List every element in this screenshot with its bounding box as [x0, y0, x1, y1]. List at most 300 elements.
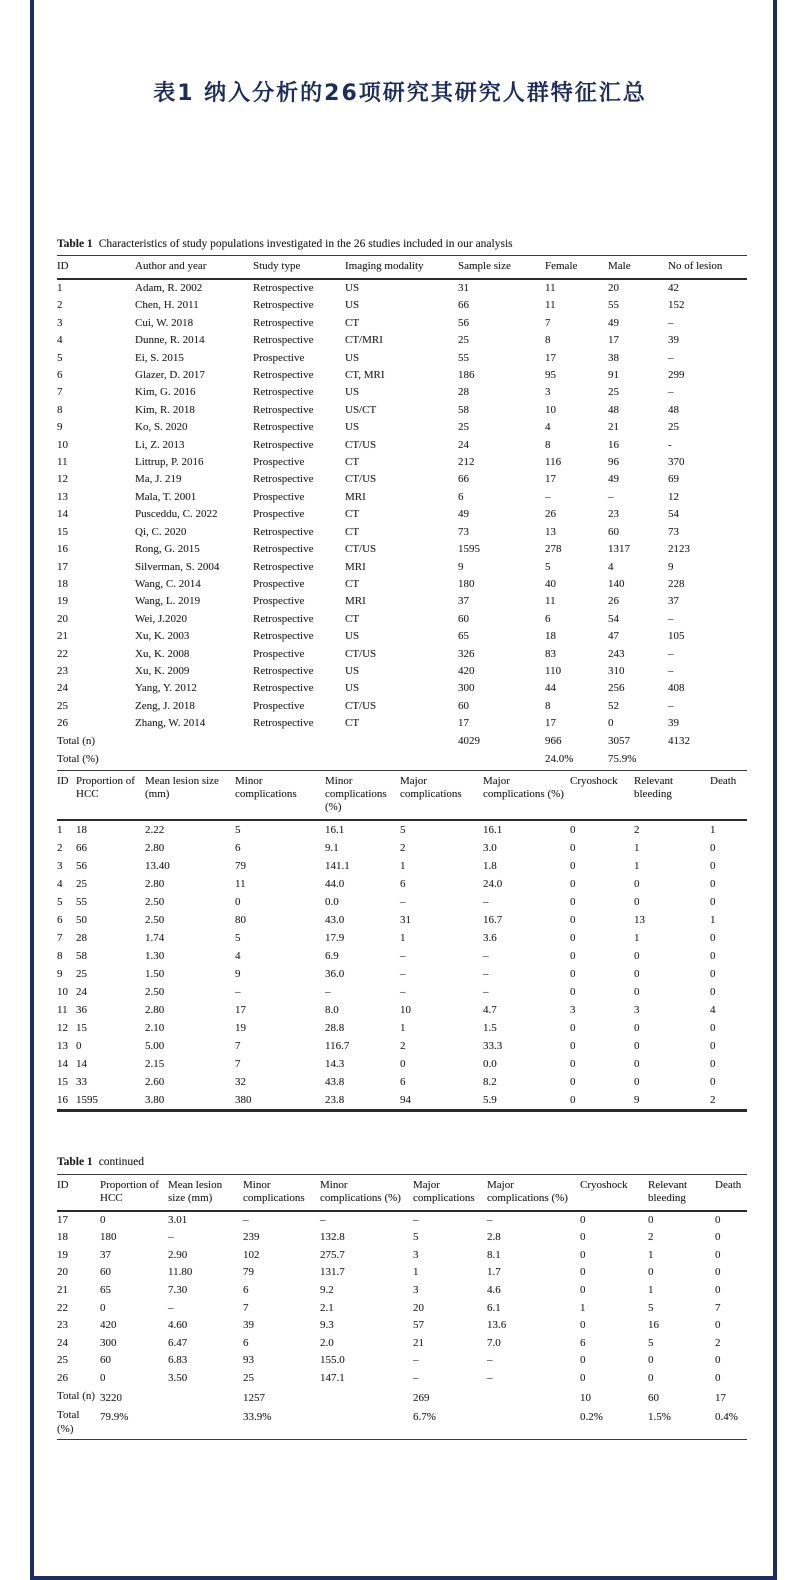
table-cell: US [345, 299, 360, 312]
table-row [57, 715, 747, 732]
table-cell: 6.1 [487, 1301, 501, 1314]
table-cell: 5 [235, 931, 241, 944]
table-cell: 0 [634, 1039, 640, 1052]
table-cell: 12 [57, 473, 68, 486]
table-cell: Zhang, W. 2014 [135, 717, 206, 730]
table-row [57, 1300, 747, 1318]
table-cell: 9 [57, 421, 63, 434]
table-cell: CT [345, 456, 360, 469]
table-cell: 2.0 [320, 1336, 334, 1349]
table-row [57, 1037, 747, 1055]
table-cell: 0 [715, 1319, 721, 1332]
table-cell [320, 1388, 413, 1408]
table-cell: 79.9% [100, 1411, 129, 1424]
table-cell: 8 [545, 438, 551, 451]
column-header: No of lesion [668, 256, 747, 280]
table-cell: 33.3 [483, 1039, 503, 1052]
table-cell: MRI [345, 490, 366, 503]
table-cell: 5.00 [145, 1039, 165, 1052]
table-cell: 55 [76, 895, 87, 908]
table-row [57, 576, 747, 593]
table-cell: Prospective [253, 595, 305, 608]
table-cell: 0 [648, 1371, 654, 1384]
table-cell: 8.2 [483, 1075, 497, 1088]
table-cell: 1 [648, 1283, 654, 1296]
table-cell: CT [345, 577, 360, 590]
table-cell: 0 [710, 967, 716, 980]
table-cell: 2123 [668, 543, 690, 556]
table-cell: 25 [458, 421, 469, 434]
left-border-rule [30, 0, 34, 1580]
table-cell: 3 [634, 1003, 640, 1016]
table-cell: US [345, 682, 360, 695]
table-cell: 2.50 [145, 985, 165, 998]
table-row [57, 1229, 747, 1247]
table-cell: 0 [715, 1354, 721, 1367]
table-cell: 1 [710, 823, 716, 836]
table-cell: 13 [57, 1039, 68, 1052]
table-cell: 60 [100, 1354, 111, 1367]
table-cell [668, 751, 747, 770]
table-cell: 25 [668, 421, 679, 434]
complications-continued-table [57, 1174, 747, 1441]
table-cell: 11 [545, 282, 556, 294]
table-cell: 0 [580, 1248, 586, 1261]
table-cell: 1.5 [483, 1021, 497, 1034]
table-cell: Total (n) [57, 1389, 96, 1402]
column-header: Proportion of HCC [100, 1174, 168, 1211]
table-row [57, 1211, 747, 1230]
table-cell: 1 [57, 823, 63, 836]
table-cell: 5.9 [483, 1093, 497, 1106]
table-row [57, 454, 747, 471]
table-cell: 5 [57, 895, 63, 908]
table-row [57, 524, 747, 541]
table-row [57, 1282, 747, 1300]
table-cell: 0 [580, 1266, 586, 1279]
table-cell: 102 [243, 1248, 260, 1261]
table-cell: 16 [57, 543, 68, 556]
table-cell: 110 [545, 664, 562, 677]
table-cell: 4 [545, 421, 551, 434]
table-cell: – [168, 1231, 174, 1244]
table-cell: 1317 [608, 543, 630, 556]
table-cell: 52 [608, 699, 619, 712]
table-cell: Total (n) [57, 734, 96, 747]
table-cell: CT [345, 508, 360, 521]
table-cell: 8.1 [487, 1248, 501, 1261]
table-cell: CT/US [345, 543, 377, 556]
table-cell: 25 [76, 877, 87, 890]
table-row [57, 1317, 747, 1335]
table-cell: Rong, G. 2015 [135, 543, 200, 556]
table-cell: 31 [458, 282, 469, 294]
table-cell: 0.4% [715, 1411, 738, 1424]
table-row [57, 1370, 747, 1388]
table-row [57, 1019, 747, 1037]
table-cell: 5 [235, 823, 241, 836]
table-cell [168, 1388, 243, 1408]
column-header: Death [715, 1174, 747, 1211]
table-cell: 0 [76, 1039, 82, 1052]
table-cell: 2.80 [145, 841, 165, 854]
table-cell: 299 [668, 369, 685, 382]
table-cell: – [243, 1213, 249, 1226]
table-row [57, 506, 747, 523]
table-cell: 15 [76, 1021, 87, 1034]
table-cell: 0 [710, 931, 716, 944]
table-cell: 7 [235, 1039, 241, 1052]
table-cell: MRI [345, 560, 366, 573]
table-cell: – [483, 895, 489, 908]
table-cell: 0 [648, 1213, 654, 1226]
table-cell: Wei, J.2020 [135, 612, 187, 625]
table-row [57, 1352, 747, 1370]
table-cell: 2 [710, 1093, 716, 1106]
table-cell: Pusceddu, C. 2022 [135, 508, 218, 521]
table-cell: 8 [57, 949, 63, 962]
table-cell: 19 [235, 1021, 246, 1034]
table-cell: 38 [608, 351, 619, 364]
table-cell: 16 [57, 1093, 68, 1106]
table-cell: 47 [608, 630, 619, 643]
table-cell: 91 [608, 369, 619, 382]
table-cell: 1 [413, 1266, 419, 1279]
table-cell: 48 [608, 403, 619, 416]
table-cell: 1 [648, 1248, 654, 1261]
table-cell: 4132 [668, 734, 690, 747]
table-cell: 49 [608, 473, 619, 486]
table-cell: 25 [458, 334, 469, 347]
table-cell: 0 [634, 1021, 640, 1034]
table-cell: 3.01 [168, 1213, 188, 1226]
table-cell: 1 [634, 859, 640, 872]
column-header: Male [608, 256, 668, 280]
table-cell: US [345, 386, 360, 399]
table-cell: Retrospective [253, 334, 314, 347]
column-header: Major complications (%) [487, 1174, 580, 1211]
table-cell: 49 [458, 508, 469, 521]
table-cell: Ei, S. 2015 [135, 351, 184, 364]
table-cell: 11 [57, 1003, 68, 1016]
table-cell: 1 [710, 913, 716, 926]
table-cell: 5 [545, 560, 551, 573]
table-cell: 17 [235, 1003, 246, 1016]
table-cell: 7 [235, 1057, 241, 1070]
table-cell: 0 [580, 1319, 586, 1332]
table-cell: 380 [235, 1093, 252, 1106]
table-cell: 0 [715, 1213, 721, 1226]
table-cell: 15 [57, 525, 68, 538]
table-cell: 2.80 [145, 1003, 165, 1016]
table-row [57, 279, 747, 297]
table-cell: 243 [608, 647, 625, 660]
table-cell: 40 [545, 577, 556, 590]
table-cell: 0 [634, 967, 640, 980]
table-cell: 0 [710, 1057, 716, 1070]
table-cell: 0 [100, 1301, 106, 1314]
table-cell: Retrospective [253, 473, 314, 486]
table-cell: 36.0 [325, 967, 345, 980]
table-cell: – [320, 1213, 326, 1226]
table-cell: 7 [243, 1301, 249, 1314]
table-cell: 2 [57, 299, 63, 312]
table-cell: 0.0 [325, 895, 339, 908]
table-cell: 18 [76, 823, 87, 836]
table-row [57, 839, 747, 857]
column-header: Female [545, 256, 608, 280]
table-cell: 37 [100, 1248, 111, 1261]
table-cell: Kim, G. 2016 [135, 386, 196, 399]
table-cell: 2.22 [145, 823, 165, 836]
table-cell: 13.6 [487, 1319, 507, 1332]
total-row [57, 751, 747, 770]
column-header: Cryoshock [570, 770, 634, 820]
table-cell: 0 [580, 1213, 586, 1226]
table-cell: 275.7 [320, 1248, 345, 1261]
table-cell [253, 751, 345, 770]
table-cell: 116 [545, 456, 562, 469]
table-cell: 0 [570, 1093, 576, 1106]
table-cell: 25 [76, 967, 87, 980]
table-cell: CT/MRI [345, 334, 383, 347]
table-cell: 17 [715, 1391, 726, 1404]
table-cell: 0 [634, 1075, 640, 1088]
table-row [57, 911, 747, 929]
complications-table [57, 770, 747, 1112]
table-cell: 73 [458, 525, 469, 538]
total-row [57, 733, 747, 752]
table-cell: Xu, K. 2003 [135, 630, 190, 643]
table-cell: 1 [580, 1301, 586, 1314]
table-row [57, 297, 747, 314]
table-cell: – [668, 351, 674, 364]
table-cell: 44.0 [325, 877, 345, 890]
table-row [57, 983, 747, 1001]
table-cell: 17 [57, 1213, 68, 1226]
table-row [57, 929, 747, 947]
table-cell: – [483, 985, 489, 998]
table-cell: 55 [458, 351, 469, 364]
table-cell: 10 [545, 403, 556, 416]
table-cell: Wang, L. 2019 [135, 595, 201, 608]
table-cell: Retrospective [253, 664, 314, 677]
table-row [57, 663, 747, 680]
table-cell: 39 [668, 334, 679, 347]
table-cell: 0 [715, 1371, 721, 1384]
table-cell: 65 [100, 1283, 111, 1296]
table-cell: 5 [648, 1336, 654, 1349]
table-cell: 0 [648, 1354, 654, 1367]
table-cell: 9.3 [320, 1319, 334, 1332]
table-cell: 5 [400, 823, 406, 836]
table-cell: 21 [57, 1283, 68, 1296]
table-cell: 0 [634, 985, 640, 998]
table-cell: 269 [413, 1391, 430, 1404]
table-cell: 1 [57, 282, 63, 294]
table-cell: 57 [413, 1319, 424, 1332]
table-cell: 1.5% [648, 1411, 671, 1424]
column-header: ID [57, 770, 76, 820]
table-cell: CT, MRI [345, 369, 385, 382]
table-cell: US [345, 421, 360, 434]
table-cell: 3.50 [168, 1371, 188, 1384]
table-cell: MRI [345, 595, 366, 608]
table-row [57, 1073, 747, 1091]
table-row [57, 1264, 747, 1282]
table1-continued-caption-label: Table 1 [57, 1155, 93, 1168]
table-row [57, 402, 747, 419]
table-cell: 0 [570, 949, 576, 962]
table-cell: 26 [545, 508, 556, 521]
table-cell: 54 [608, 612, 619, 625]
table-cell: 6.9 [325, 949, 339, 962]
table-cell: – [608, 490, 614, 503]
table-cell: 75.9% [608, 753, 637, 766]
table-cell: 26 [608, 595, 619, 608]
table-cell: 0 [570, 967, 576, 980]
table-cell: 105 [668, 630, 685, 643]
table-cell: – [483, 949, 489, 962]
table-cell: Zeng, J. 2018 [135, 699, 195, 712]
table-cell: 310 [608, 664, 625, 677]
table1-caption-label: Table 1 [57, 238, 93, 250]
table-cell: 1.74 [145, 931, 165, 944]
table-cell: Prospective [253, 490, 305, 503]
table-cell: 69 [668, 473, 679, 486]
table-cell: 60 [648, 1391, 659, 1404]
table-cell: Littrup, P. 2016 [135, 456, 204, 469]
column-header: Minor complications (%) [325, 770, 400, 820]
table-cell: 4 [710, 1003, 716, 1016]
table-cell: 6 [243, 1336, 249, 1349]
table-cell: 2 [715, 1336, 721, 1349]
table-cell: 0 [710, 949, 716, 962]
table-cell: CT/US [345, 647, 377, 660]
table-cell: 16.7 [483, 913, 503, 926]
table-cell: 18 [57, 577, 68, 590]
table-row [57, 611, 747, 628]
table-cell: 37 [668, 595, 679, 608]
table-cell: 0 [634, 949, 640, 962]
table-cell: 0 [715, 1266, 721, 1279]
table-cell: 16.1 [483, 823, 503, 836]
table-cell: Ma, J. 219 [135, 473, 182, 486]
table-cell [135, 751, 253, 770]
column-header: Imaging modality [345, 256, 458, 280]
column-header: Author and year [135, 256, 253, 280]
table-cell: 60 [458, 612, 469, 625]
table-cell: 28.8 [325, 1021, 345, 1034]
table-cell: 31 [400, 913, 411, 926]
table-cell: 155.0 [320, 1354, 345, 1367]
table-cell: 2.8 [487, 1231, 501, 1244]
table-cell: 3 [570, 1003, 576, 1016]
table-cell: 21 [413, 1336, 424, 1349]
table-cell: 9.2 [320, 1283, 334, 1296]
table-cell: 36 [76, 1003, 87, 1016]
table-cell: 19 [57, 595, 68, 608]
table-cell: 56 [76, 859, 87, 872]
table-cell: 20 [57, 1266, 68, 1279]
table-cell: 6 [57, 369, 63, 382]
table-cell: Total (%) [57, 753, 99, 766]
table-cell: 60 [458, 699, 469, 712]
table-row [57, 628, 747, 645]
table-cell: 19 [57, 1248, 68, 1261]
table-cell: 370 [668, 456, 685, 469]
page-title: 表1 纳入分析的26项研究其研究人群特征汇总 [153, 81, 647, 106]
table-cell: CT/US [345, 438, 377, 451]
table-cell [458, 751, 545, 770]
table-cell: 13 [634, 913, 645, 926]
table-cell: 79 [235, 859, 246, 872]
table-cell: 10 [400, 1003, 411, 1016]
header-row [57, 1174, 747, 1211]
table-cell: 12 [57, 1021, 68, 1034]
table-cell: – [487, 1371, 493, 1384]
table-cell: 180 [458, 577, 475, 590]
table-cell: 28 [76, 931, 87, 944]
table-cell: 131.7 [320, 1266, 345, 1279]
table1-caption [57, 238, 747, 250]
table-cell: 20 [608, 282, 619, 294]
table-cell: 0 [570, 877, 576, 890]
table-cell: 21 [57, 630, 68, 643]
table-cell: 186 [458, 369, 475, 382]
table-cell: 18 [57, 1231, 68, 1244]
table1-continued-caption-text: continued [98, 1155, 145, 1168]
table-cell: – [668, 699, 674, 712]
table-cell: 6 [400, 1075, 406, 1088]
header-row [57, 256, 747, 280]
table-cell: 1257 [243, 1391, 265, 1404]
table-cell: 20 [413, 1301, 424, 1314]
table-cell: Retrospective [253, 403, 314, 416]
table-cell: 17 [545, 717, 556, 730]
table-cell: - [668, 438, 672, 451]
table-cell: 28 [458, 386, 469, 399]
table-cell: 13 [545, 525, 556, 538]
table-cell: US [345, 664, 360, 677]
table-cell: 58 [76, 949, 87, 962]
table-cell: Retrospective [253, 386, 314, 399]
table-cell: Prospective [253, 647, 305, 660]
bottom-border-rule [30, 1576, 777, 1580]
table-cell: 17 [458, 717, 469, 730]
table-cell: 13.40 [145, 859, 170, 872]
table-cell: 2.80 [145, 877, 165, 890]
table-cell: 39 [668, 717, 679, 730]
table-cell: 37 [458, 595, 469, 608]
table-cell: Retrospective [253, 438, 314, 451]
table-cell: 33 [76, 1075, 87, 1088]
table-cell: 16.1 [325, 823, 345, 836]
table-cell: US [345, 351, 360, 364]
table-cell: Prospective [253, 699, 305, 712]
table-cell: 6 [458, 490, 464, 503]
table-row [57, 1335, 747, 1353]
table-cell [345, 733, 458, 752]
table-cell: 20 [57, 612, 68, 625]
table-cell: 1.7 [487, 1266, 501, 1279]
table-cell: 180 [100, 1231, 117, 1244]
column-header: Relevant bleeding [648, 1174, 715, 1211]
table-cell: 55 [608, 299, 619, 312]
table-cell: 25 [608, 386, 619, 399]
table-cell: 54 [668, 508, 679, 521]
table-cell: 0 [570, 1057, 576, 1070]
